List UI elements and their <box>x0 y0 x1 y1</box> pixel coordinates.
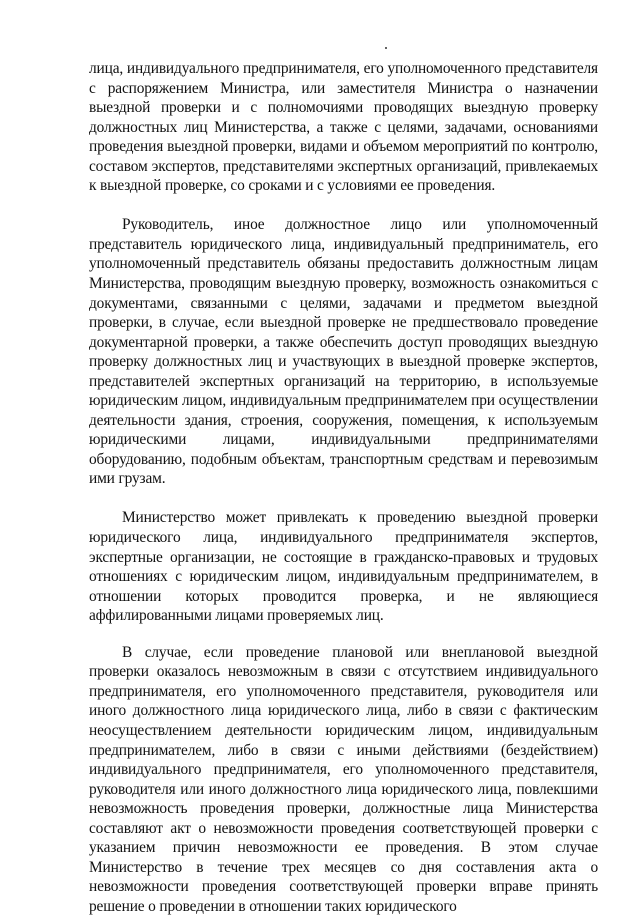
paragraph-4: В случае, если проведение плановой или внеплановой выездной проверки оказалось невозможным в связи с отсутствием индивидуального предпринимателя, его уполномоченного представителя, руководителя или иного должностного лица юридического лица, либо в связи с фактическим неосуществлением деятельности юридическим лицом, индивидуальным предпринимателем, либо в связи с иными действиями (бездействием) индивидуального предпринимателя, его уполномоченного представителя, руководителя или иного должностного лица юридического лица, повлекшими невозможность проведения проверки, должностные лица Министерства составляют акт о невозможности проведения соответствующей проверки с указанием причин невозможности ее проведения. В этом случае Министерство в течение трех месяцев со дня составления акта о невозможности проведения соответствующей проверки вправе принять решение о проведении в отношении таких юридического <box>89 643 598 915</box>
paragraph-gap <box>89 626 598 643</box>
paragraph-gap <box>89 196 598 216</box>
scan-speck <box>385 47 387 49</box>
paragraph-1: лица, индивидуального предпринимателя, его уполномоченного представителя с распоряжением Министра, или заместителя Министра о назначении выездной проверки и с полномочиями проводящих выездную проверку должностных лиц Министерства, а также с целями, задачами, основаниями проведения выездной проверки, видами и объемом мероприятий по контролю, составом экспертов, представителями экспертных организаций, привлекаемых к выездной проверке, со сроками и с условиями ее проведения. <box>89 60 598 195</box>
paragraph-2: Руководитель, иное должностное лицо или уполномоченный представитель юридического лица, индивидуальный предприниматель, его уполномоченный представитель обязаны предоставить должностным лицам Министерства, проводящим выездную проверку, возможность ознакомиться с документами, связанными с целями, задачами и предметом выездной проверки, в случае, если выездной проверке не предшествовало проведение документарной проверки, а также обеспечить доступ проводящих выездную проверку должностных лиц и участвующих в выездной проверке экспертов, представителей экспертных организаций на территорию, в используемые юридическим лицом, индивидуальным предпринимателем при осуществлении деятельности здания, строения, сооружения, помещения, к используемым юридическими лицами, индивидуальными предпринимателями оборудованию, подобным объектам, транспортным средствам и перевозимым ими грузам. <box>89 216 598 488</box>
paragraph-gap <box>89 489 598 509</box>
paragraph-3: Министерство может привлекать к проведению выездной проверки юридического лица, индивидуального предпринимателя экспертов, экспертные организации, не состоящие в гражданско-правовых и трудовых отношениях с юридическим лицом, индивидуальным предпринимателем, в отношении которых проводится проверка, и не являющиеся аффилированными лицами проверяемых лиц. <box>89 509 598 625</box>
document-page <box>89 59 598 916</box>
